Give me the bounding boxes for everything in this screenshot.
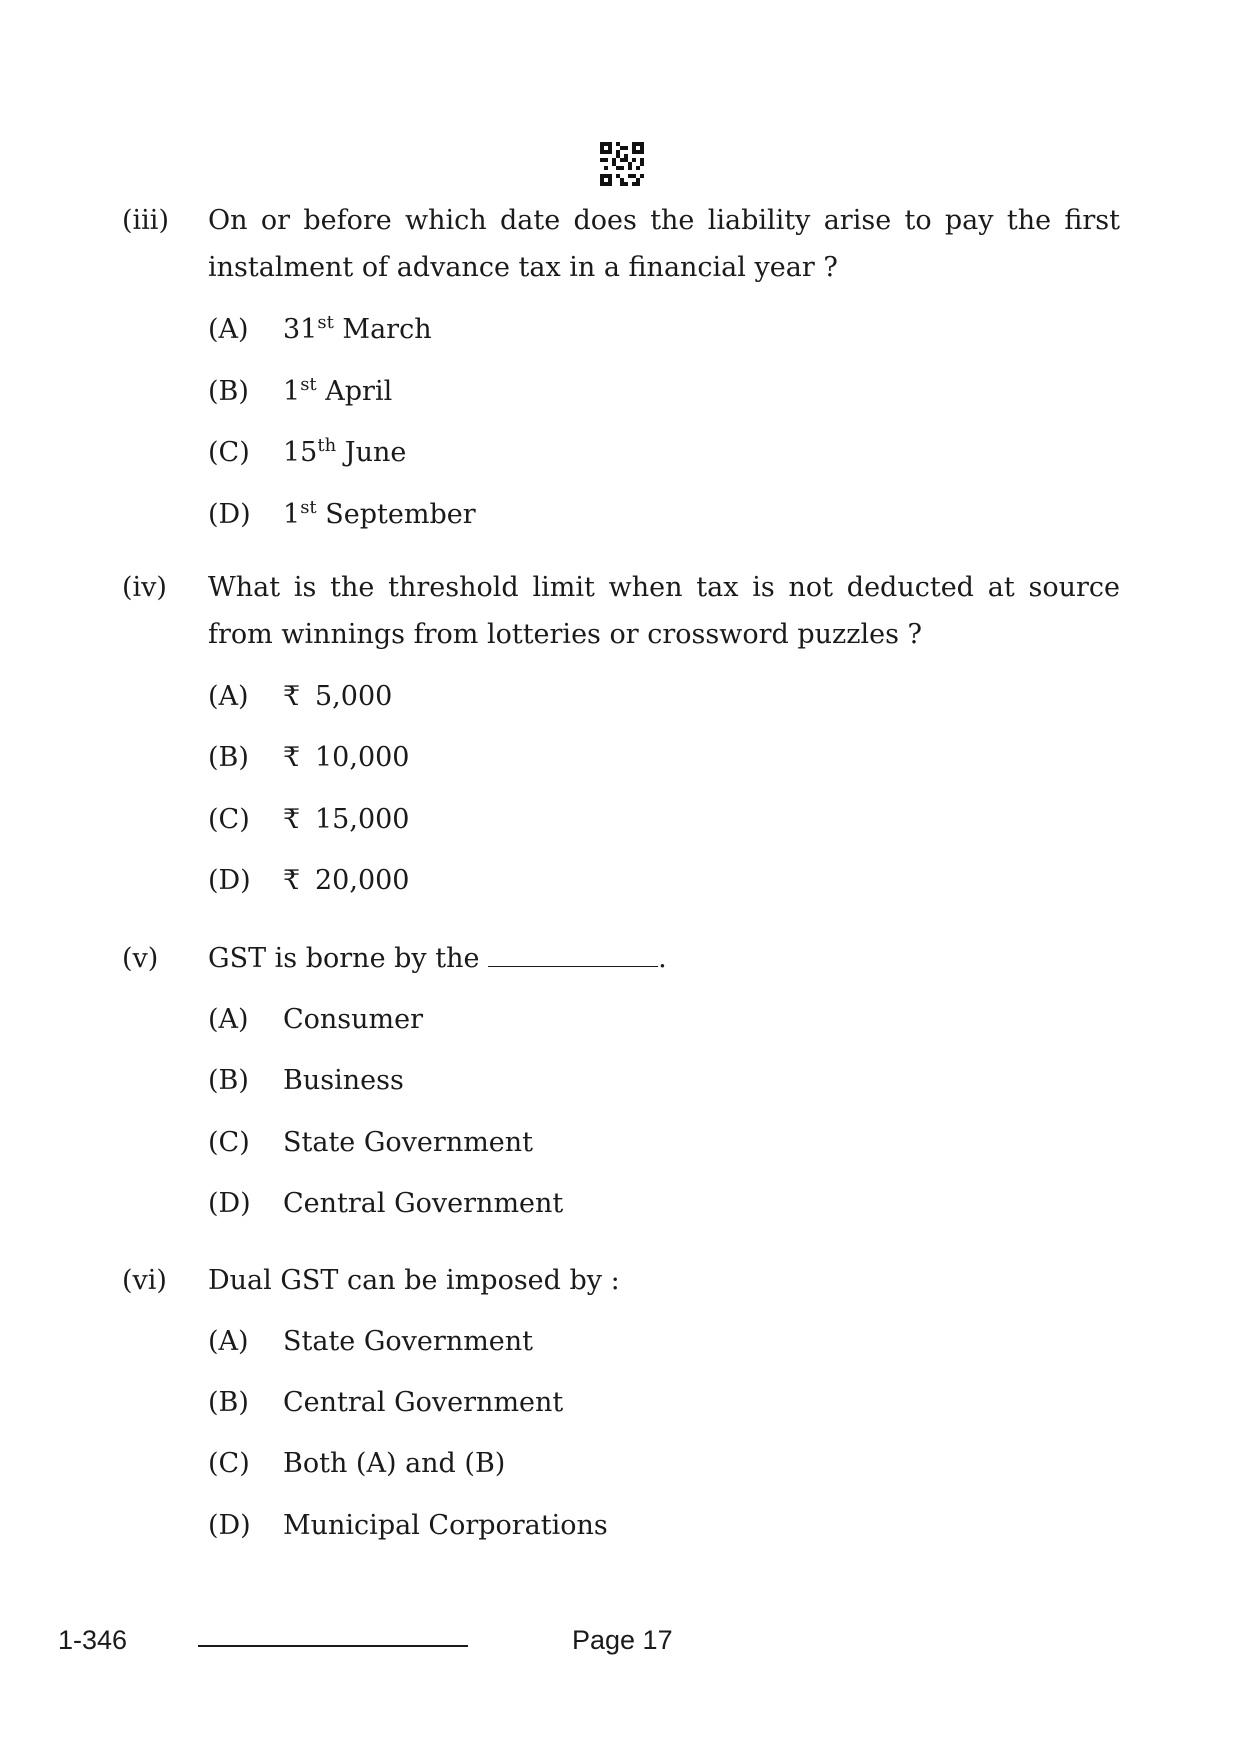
option-text: Both (A) and (B) [283,1448,506,1479]
option-label: (A) [208,314,249,345]
rupee-icon: ₹ [283,804,301,835]
rupee-icon: ₹ [283,742,301,773]
option-label: (D) [208,865,251,896]
option-text: ₹ 20,000 [283,861,409,901]
question-number: (iv) [122,572,167,603]
option-text: Business [283,1065,404,1096]
option-text: 15th June [283,435,407,468]
question-iv [0,564,1241,664]
option-text: Consumer [283,1004,424,1035]
option-label: (C) [208,1127,250,1158]
option-label: (D) [208,1188,251,1219]
option-text: State Government [283,1127,534,1158]
question-iii [0,197,1241,297]
question-number: (iii) [122,205,169,236]
footer-divider [198,1645,468,1647]
option-label: (D) [208,499,251,530]
answer-blank [488,940,658,967]
option-text: ₹ 5,000 [283,677,392,717]
option-text: 1st September [283,497,476,530]
rupee-icon: ₹ [283,865,301,896]
option-label: (B) [208,1065,249,1096]
question-v [0,935,1241,1035]
paper-code: 1-346 [58,1625,128,1655]
option-label: (A) [208,1004,249,1035]
question-text: What is the threshold limit when tax is not deducted at source from winnings from lotteries or crossword puzzles ? [208,572,1120,650]
question-number: (vi) [122,1265,167,1296]
option-text: Central Government [283,1387,564,1418]
option-label: (A) [208,1326,249,1357]
question-text: On or before which date does the liability arise to pay the first instalment of advance tax in a financial year ? [208,205,1120,283]
page-number: Page 17 [572,1625,673,1655]
option-text: 31st March [283,312,432,345]
option-label: (B) [208,376,249,407]
option-label: (A) [208,681,249,712]
option-label: (D) [208,1510,251,1541]
option-label: (C) [208,1448,250,1479]
question-number: (v) [122,943,159,974]
rupee-icon: ₹ [283,681,301,712]
option-text: Central Government [283,1188,564,1219]
option-label: (C) [208,804,250,835]
option-text: ₹ 10,000 [283,738,409,778]
option-text: State Government [283,1326,534,1357]
option-label: (C) [208,437,250,468]
question-text: GST is borne by the . [208,935,1120,982]
question-text: Dual GST can be imposed by : [208,1265,620,1296]
option-label: (B) [208,742,249,773]
question-vi [0,1257,1241,1357]
option-label: (B) [208,1387,249,1418]
option-text: Municipal Corporations [283,1510,608,1541]
option-text: ₹ 15,000 [283,800,409,840]
qr-code-icon [600,142,644,186]
option-text: 1st April [283,374,393,407]
